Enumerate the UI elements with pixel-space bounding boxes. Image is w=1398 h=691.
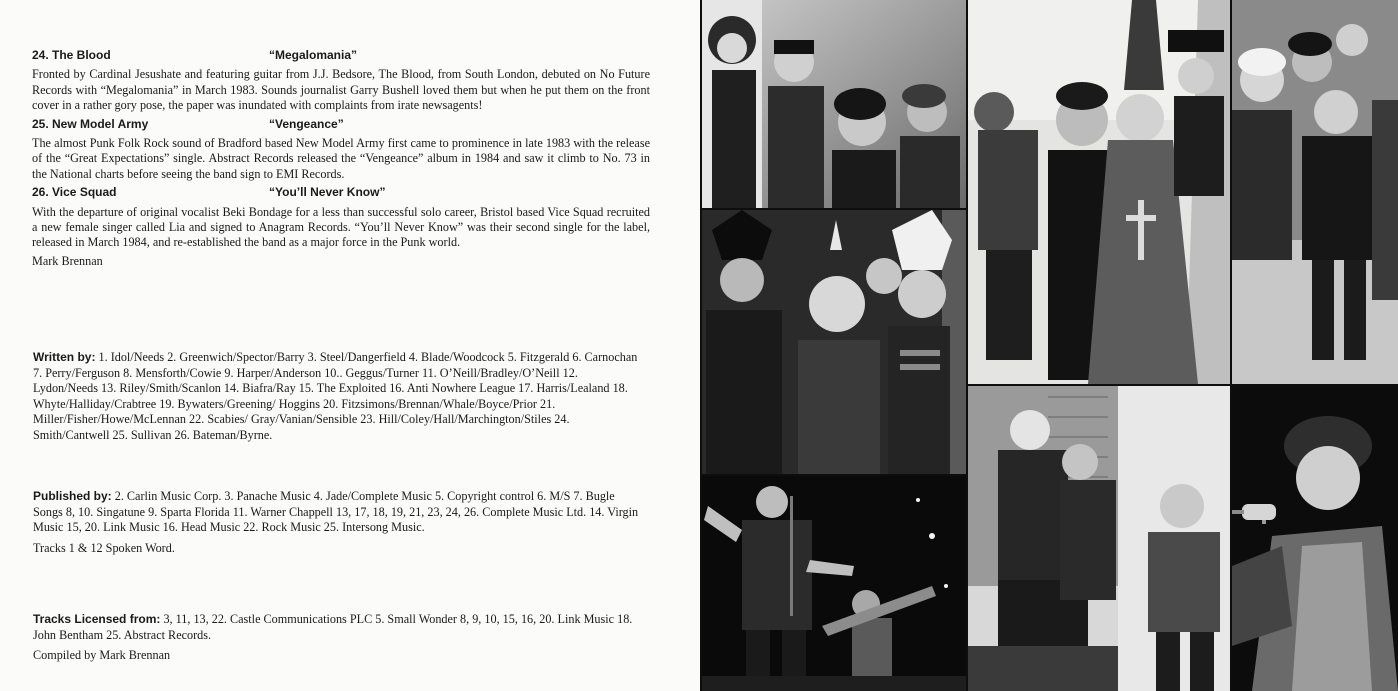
band-name: 26. Vice Squad — [32, 185, 117, 200]
band-name: 24. The Blood — [32, 48, 111, 62]
entry-text: With the departure of original vocalist Beki Bondage for a less than successful solo career, Bristol based Vice Squad recruited a new female singer called Lia and signed to Anagram Records. “You’ll Never Know” was their second single for the label, released in March 1984, and re-established the band as a major force in the Punk world. — [32, 204, 650, 250]
song-title: “Megalomania” — [269, 48, 358, 62]
photo-collage — [700, 0, 1398, 691]
track-entry-26 — [32, 185, 650, 251]
written-by-label: Written by: — [33, 350, 96, 364]
the-blood-cardinal-photo — [968, 0, 1230, 384]
entry-heading — [32, 117, 650, 132]
entry-text: Fronted by Cardinal Jesushate and featuring guitar from J.J. Bedsore, The Blood, from South London, debuted on No Future Records with “Megalomania” in March 1983. Sounds journalist Garry Bushell loved them but when he put them on the front cover in a rather gory pose, the paper was inundated with complaints from irate newsagents! — [32, 67, 650, 113]
track-entry-25 — [32, 117, 650, 183]
band-group-photo — [702, 0, 966, 208]
punks-leaning-wall-photo — [1232, 0, 1398, 384]
track-notes — [32, 46, 650, 269]
singer-microphone-photo — [1232, 386, 1398, 691]
spiky-hair-punks-photo — [702, 210, 966, 474]
track-entry-24 — [32, 48, 650, 114]
author-signature: Mark Brennan — [32, 253, 103, 268]
entry-text: The almost Punk Folk Rock sound of Bradford based New Model Army first came to prominence in late 1983 with the release of the “Great Expectations” single. Abstract Records released the “Vengeance” album in 1984 and saw it climb to No. 73 in the National charts before seeing the band sign to EMI Records. — [32, 136, 650, 181]
published-by-text: 2. Carlin Music Corp. 3. Panache Music 4. Jade/Complete Music 5. Copyright control 6. M/S 7. Bugle Songs 8, 10. Singatune 9. Sparta Florida 11. Warner Chappell 13, 17, 18, 19, 21, 23, 24, 26. Complete Music Ltd. 14. Virgin Music 15, 20. Link Music 16. Head Music 22. Rock Music 25. Intersong Music. — [33, 489, 639, 535]
published-by-credits — [33, 489, 643, 556]
compiled-by-note: Compiled by Mark Brennan — [33, 648, 171, 663]
tracks-licensed-credits — [33, 612, 643, 664]
band-name: 25. New Model Army — [32, 116, 149, 131]
band-seated-wall-photo — [968, 386, 1230, 691]
spoken-word-note: Tracks 1 & 12 Spoken Word. — [33, 540, 175, 555]
entry-heading — [32, 185, 650, 200]
song-title: “Vengeance” — [269, 116, 344, 131]
tracks-licensed-label: Tracks Licensed from: — [33, 612, 161, 626]
written-by-text: 1. Idol/Needs 2. Greenwich/Spector/Barry 3. Steel/Dangerfield 4. Blade/Woodcock 5. Fitzgerald 6. Carnochan 7. Perry/Ferguson 8. Mensforth/Cowie 9. Harper/Anderson 10.. Geggus/Turner 11. O’Neill/Bradley/O’Neill 12. Lydon/Needs 13. Riley/Smith/Scanlon 14. Biafra/Ray 15. The Exploited 16. Anti Nowhere League 17. Harris/Lealand 18. Whyte/Halliday/Crabtree 19. Bywaters/Greening/ Hoggins 20. Fitzsimons/Brennan/Whale/Boyce/Prior 21. Miller/Fisher/Howe/McLennan 22. Scabies/ Gray/Vanian/Sensible 23. Hill/Coley/Hall/Marchington/Stiles 24. Smith/Cantwell 25. Sullivan 26. Bateman/Byrne. — [33, 350, 638, 442]
live-concert-singer-photo — [702, 476, 966, 691]
published-by-label: Published by: — [33, 489, 112, 503]
written-by-credits — [33, 350, 643, 444]
song-title: “You’ll Never Know” — [269, 185, 386, 200]
tracks-licensed-text: 3, 11, 13, 22. Castle Communications PLC 5. Small Wonder 8, 9, 10, 15, 16, 20. Link Music 18. John Bentham 25. Abstract Records. — [33, 612, 633, 642]
entry-heading — [32, 48, 650, 63]
